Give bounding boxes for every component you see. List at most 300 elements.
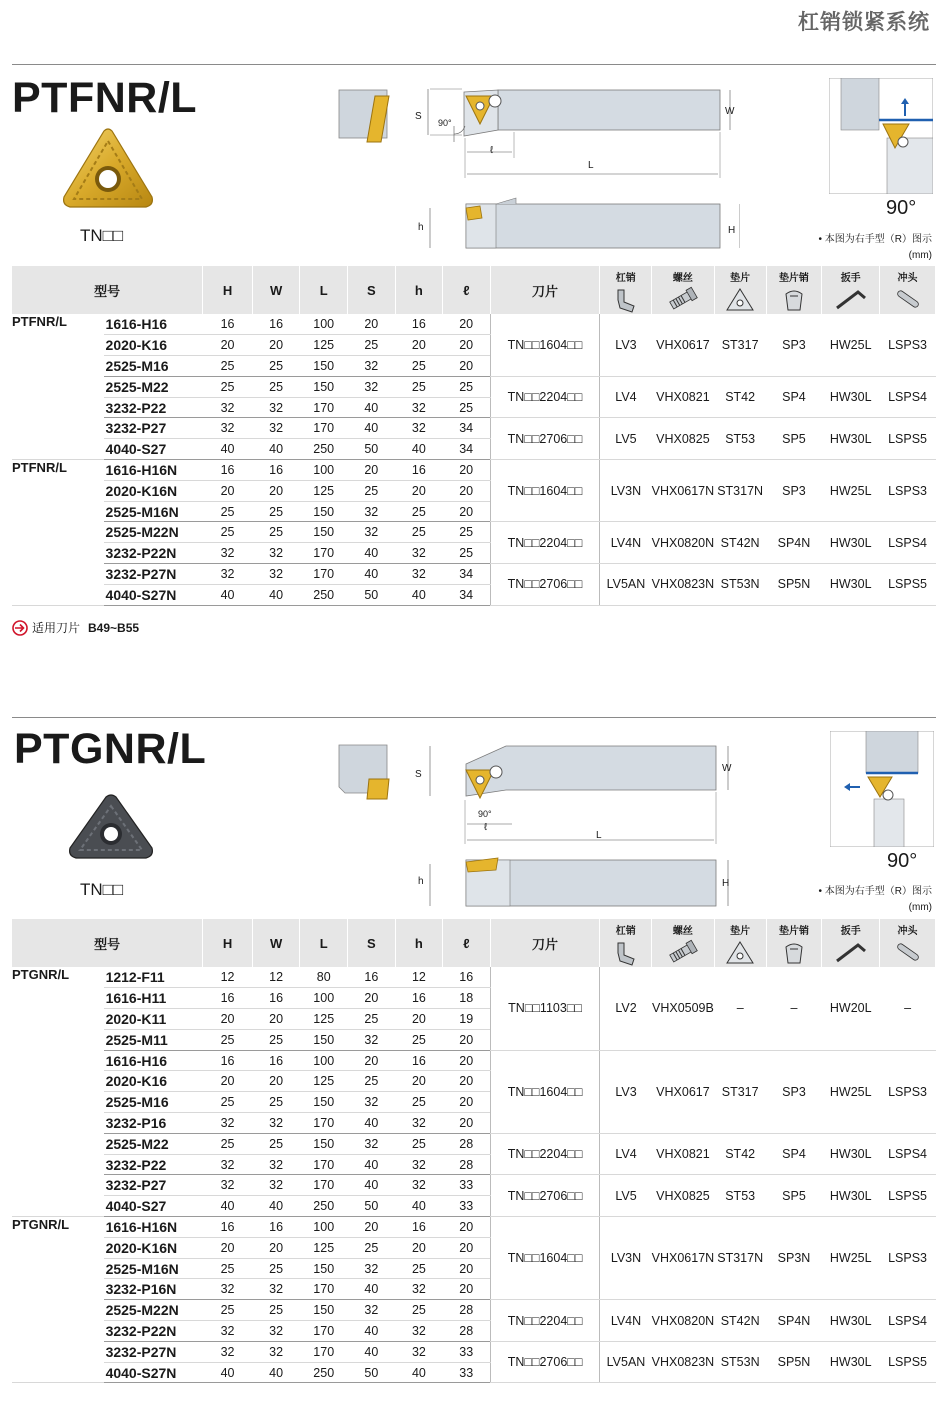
dimension-cell: 32 bbox=[203, 564, 253, 585]
machining-illustration bbox=[829, 78, 933, 194]
dimension-cell: 20 bbox=[443, 1029, 491, 1050]
dimension-cell: 28 bbox=[443, 1321, 491, 1342]
dimension-cell: 20 bbox=[443, 480, 491, 501]
dimension-cell: 250 bbox=[300, 1196, 348, 1217]
table-row bbox=[12, 1050, 936, 1071]
table-row bbox=[12, 967, 936, 988]
accessory-cell: HW30L bbox=[822, 1300, 880, 1342]
dimension-cell: 25 bbox=[203, 356, 253, 377]
spec-table-ptfnr bbox=[12, 266, 936, 606]
col-header-model: 型号 bbox=[12, 266, 203, 314]
dimension-cell: 20 bbox=[395, 1237, 443, 1258]
dimension-cell: 32 bbox=[252, 1113, 300, 1134]
dimension-cell: 150 bbox=[300, 1029, 348, 1050]
insert-cell: TN□□1604□□ bbox=[490, 1217, 600, 1300]
insert-cell: TN□□2706□□ bbox=[490, 1341, 600, 1383]
dimension-cell: 32 bbox=[203, 418, 253, 439]
col-label-screw: 螺丝 bbox=[672, 273, 693, 284]
dimension-cell: 32 bbox=[252, 1154, 300, 1175]
dimension-cell: 25 bbox=[395, 1133, 443, 1154]
accessory-cell: LSPS5 bbox=[880, 418, 936, 460]
dim-h-label: h bbox=[418, 222, 424, 233]
model-cell: 2525-M22N bbox=[104, 522, 203, 543]
model-cell: 2020-K16 bbox=[104, 335, 203, 356]
series-name: PTFNR/L bbox=[12, 460, 104, 606]
applicable-label: 适用刀片 bbox=[32, 621, 81, 635]
dim-H-label-2: H bbox=[722, 878, 730, 889]
dimension-cell: 50 bbox=[348, 439, 396, 460]
dimension-cell: 25 bbox=[395, 1258, 443, 1279]
dimension-cell: 16 bbox=[395, 1050, 443, 1071]
accessory-cell: VHX0821 bbox=[652, 1133, 715, 1175]
dimension-cell: 50 bbox=[348, 584, 396, 605]
dimension-cell: 25 bbox=[348, 1071, 396, 1092]
table-row bbox=[12, 418, 936, 439]
model-cell: 2020-K16N bbox=[104, 1237, 203, 1258]
shim-pin-icon bbox=[767, 939, 822, 967]
dimension-cell: 25 bbox=[203, 1300, 253, 1321]
dimension-cell: 32 bbox=[203, 1154, 253, 1175]
dimension-cell: 32 bbox=[395, 1341, 443, 1362]
dimension-cell: 20 bbox=[443, 1113, 491, 1134]
punch-icon bbox=[880, 286, 935, 312]
dim-H-label: H bbox=[728, 225, 736, 236]
dimension-cell: 25 bbox=[203, 1029, 253, 1050]
section2-divider bbox=[12, 717, 936, 718]
arrow-circle-icon bbox=[12, 620, 28, 636]
dimension-cell: 20 bbox=[203, 1009, 253, 1030]
insert-cell: TN□□2706□□ bbox=[490, 418, 600, 460]
dimension-cell: 32 bbox=[252, 1279, 300, 1300]
dimension-cell: 25 bbox=[348, 1237, 396, 1258]
note-unit-2: (mm) bbox=[908, 902, 932, 913]
model-cell: 3232-P27 bbox=[104, 418, 203, 439]
dimension-cell: 40 bbox=[348, 1175, 396, 1196]
dimension-cell: 40 bbox=[348, 1321, 396, 1342]
dimension-cell: 25 bbox=[203, 1133, 253, 1154]
note-right-hand-2: • 本图为右手型（R）图示 bbox=[818, 886, 932, 897]
dimension-cell: 40 bbox=[252, 1196, 300, 1217]
page-header-title: 杠销锁紧系统 bbox=[798, 11, 930, 34]
col-label-screw: 螺丝 bbox=[672, 926, 693, 937]
dimension-cell: 125 bbox=[300, 1071, 348, 1092]
dimension-cell: 16 bbox=[348, 967, 396, 988]
dimension-cell: 25 bbox=[252, 1092, 300, 1113]
dimension-cell: 40 bbox=[203, 439, 253, 460]
dimension-cell: 18 bbox=[443, 988, 491, 1009]
dimension-cell: 40 bbox=[203, 1362, 253, 1383]
screw-icon bbox=[652, 939, 714, 965]
model-cell: 3232-P16 bbox=[104, 1113, 203, 1134]
dimension-cell: 40 bbox=[395, 1362, 443, 1383]
dimension-cell: 170 bbox=[300, 543, 348, 564]
model-cell: 1616-H16 bbox=[104, 1050, 203, 1071]
col-header-shim-pin bbox=[766, 919, 822, 967]
accessory-cell: SP4 bbox=[766, 1133, 822, 1175]
dimension-cell: 40 bbox=[252, 1362, 300, 1383]
col-header-lever bbox=[600, 919, 652, 967]
accessory-cell: – bbox=[714, 967, 766, 1050]
model-cell: 2020-K11 bbox=[104, 1009, 203, 1030]
holder-top-view-diagram bbox=[410, 84, 740, 264]
model-cell: 4040-S27 bbox=[104, 439, 203, 460]
model-cell: 2525-M16 bbox=[104, 356, 203, 377]
dimension-cell: 32 bbox=[348, 356, 396, 377]
dimension-cell: 150 bbox=[300, 1258, 348, 1279]
dimension-cell: 125 bbox=[300, 335, 348, 356]
insert-cell: TN□□2706□□ bbox=[490, 564, 600, 606]
insert-cell: TN□□2204□□ bbox=[490, 376, 600, 418]
dimension-cell: 34 bbox=[443, 564, 491, 585]
col-label-shim: 垫片 bbox=[730, 273, 751, 284]
accessory-cell: SP3 bbox=[766, 314, 822, 376]
dimension-cell: 32 bbox=[252, 1175, 300, 1196]
dimension-cell: 12 bbox=[395, 967, 443, 988]
dimension-cell: 20 bbox=[203, 1071, 253, 1092]
dimension-cell: 20 bbox=[395, 1071, 443, 1092]
dimension-cell: 125 bbox=[300, 1009, 348, 1030]
accessory-cell: LV4 bbox=[600, 376, 652, 418]
accessory-cell: LV5 bbox=[600, 418, 652, 460]
table-row bbox=[12, 376, 936, 397]
dimension-cell: 28 bbox=[443, 1154, 491, 1175]
dimension-cell: 12 bbox=[252, 967, 300, 988]
dimension-cell: 25 bbox=[395, 1092, 443, 1113]
model-cell: 2525-M16 bbox=[104, 1092, 203, 1113]
dimension-cell: 40 bbox=[348, 418, 396, 439]
accessory-cell: LSPS3 bbox=[880, 460, 936, 522]
dimension-cell: 20 bbox=[348, 1217, 396, 1238]
accessory-cell: HW30L bbox=[822, 564, 880, 606]
accessory-cell: LSPS3 bbox=[880, 1217, 936, 1300]
dimension-cell: 50 bbox=[348, 1362, 396, 1383]
dim-S-label: S bbox=[415, 111, 422, 122]
dimension-cell: 25 bbox=[252, 356, 300, 377]
model-cell: 2525-M22N bbox=[104, 1300, 203, 1321]
dimension-cell: 150 bbox=[300, 376, 348, 397]
dimension-cell: 20 bbox=[252, 1071, 300, 1092]
dimension-cell: 25 bbox=[252, 1133, 300, 1154]
accessory-cell: LSPS4 bbox=[880, 522, 936, 564]
accessory-cell: – bbox=[880, 967, 936, 1050]
accessory-cell: HW30L bbox=[822, 1175, 880, 1217]
dimension-cell: 16 bbox=[252, 1050, 300, 1071]
model-cell: 3232-P27N bbox=[104, 564, 203, 585]
accessory-cell: VHX0617 bbox=[652, 1050, 715, 1133]
col-header-W: W bbox=[252, 266, 300, 314]
dimension-cell: 150 bbox=[300, 356, 348, 377]
dimension-cell: 20 bbox=[443, 1279, 491, 1300]
accessory-cell: VHX0617N bbox=[652, 460, 715, 522]
col-header-W: W bbox=[252, 919, 300, 967]
dim-S-label-2: S bbox=[415, 769, 422, 780]
dimension-cell: 20 bbox=[252, 1237, 300, 1258]
insert-cell: TN□□2204□□ bbox=[490, 522, 600, 564]
dimension-cell: 40 bbox=[348, 1113, 396, 1134]
dimension-cell: 170 bbox=[300, 1175, 348, 1196]
insert-cell: TN□□1604□□ bbox=[490, 460, 600, 522]
dimension-cell: 20 bbox=[252, 1009, 300, 1030]
dimension-cell: 32 bbox=[203, 1113, 253, 1134]
dimension-cell: 170 bbox=[300, 1113, 348, 1134]
insert-cell: TN□□2706□□ bbox=[490, 1175, 600, 1217]
dimension-cell: 40 bbox=[348, 1279, 396, 1300]
dimension-cell: 20 bbox=[443, 1050, 491, 1071]
dimension-cell: 32 bbox=[252, 1321, 300, 1342]
dimension-cell: 32 bbox=[395, 418, 443, 439]
dimension-cell: 32 bbox=[348, 522, 396, 543]
holder-end-view-diagram bbox=[337, 88, 397, 144]
dimension-cell: 100 bbox=[300, 460, 348, 481]
dimension-cell: 25 bbox=[203, 1258, 253, 1279]
dimension-cell: 32 bbox=[348, 1029, 396, 1050]
accessory-cell: ST42 bbox=[714, 1133, 766, 1175]
dimension-cell: 32 bbox=[252, 397, 300, 418]
accessory-cell: LV4 bbox=[600, 1133, 652, 1175]
col-header-punch bbox=[880, 919, 936, 967]
dimension-cell: 25 bbox=[443, 543, 491, 564]
dimension-cell: 20 bbox=[203, 1237, 253, 1258]
accessory-cell: ST42N bbox=[714, 522, 766, 564]
applicable-pages: B49~B55 bbox=[88, 620, 140, 635]
dimension-cell: 170 bbox=[300, 1321, 348, 1342]
dimension-cell: 40 bbox=[348, 397, 396, 418]
accessory-cell: VHX0825 bbox=[652, 418, 715, 460]
dimension-cell: 25 bbox=[252, 522, 300, 543]
accessory-cell: HW25L bbox=[822, 1217, 880, 1300]
section2-title: PTGNR/L bbox=[14, 725, 207, 773]
model-cell: 2525-M16N bbox=[104, 1258, 203, 1279]
model-cell: 4040-S27N bbox=[104, 584, 203, 605]
dim-L-label: L bbox=[588, 160, 594, 171]
accessory-cell: LV3N bbox=[600, 460, 652, 522]
section1-insert-label: TN□□ bbox=[80, 226, 124, 245]
dimension-cell: 16 bbox=[395, 460, 443, 481]
table-row bbox=[12, 1217, 936, 1238]
accessory-cell: LV2 bbox=[600, 967, 652, 1050]
col-label-wrench: 扳手 bbox=[840, 926, 861, 937]
lever-icon bbox=[600, 939, 651, 967]
accessory-cell: VHX0821 bbox=[652, 376, 715, 418]
dimension-cell: 25 bbox=[443, 376, 491, 397]
accessory-cell: ST53 bbox=[714, 418, 766, 460]
accessory-cell: ST53N bbox=[714, 564, 766, 606]
header-divider bbox=[12, 64, 936, 65]
insert-cell: TN□□2204□□ bbox=[490, 1133, 600, 1175]
dimension-cell: 20 bbox=[348, 988, 396, 1009]
accessory-cell: LV4N bbox=[600, 522, 652, 564]
wrench-icon bbox=[822, 286, 879, 312]
dimension-cell: 28 bbox=[443, 1133, 491, 1154]
black-insert-icon bbox=[66, 794, 156, 860]
model-cell: 3232-P27 bbox=[104, 1175, 203, 1196]
dimension-cell: 16 bbox=[252, 460, 300, 481]
model-cell: 3232-P22N bbox=[104, 1321, 203, 1342]
section2-angle: 90° bbox=[887, 850, 918, 872]
col-header-L: L bbox=[300, 919, 348, 967]
dimension-cell: 33 bbox=[443, 1175, 491, 1196]
section2-note bbox=[818, 884, 932, 916]
col-header-model: 型号 bbox=[12, 919, 203, 967]
punch-icon bbox=[880, 939, 935, 965]
model-cell: 2020-K16N bbox=[104, 480, 203, 501]
dimension-cell: 25 bbox=[203, 522, 253, 543]
lever-icon bbox=[600, 286, 651, 314]
insert-cell: TN□□1604□□ bbox=[490, 1050, 600, 1133]
dimension-cell: 150 bbox=[300, 1133, 348, 1154]
table-row bbox=[12, 314, 936, 335]
section1-title: PTFNR/L bbox=[12, 74, 198, 122]
col-header-lever bbox=[600, 266, 652, 314]
dimension-cell: 125 bbox=[300, 480, 348, 501]
dimension-cell: 32 bbox=[395, 1113, 443, 1134]
dimension-cell: 25 bbox=[252, 1029, 300, 1050]
dimension-cell: 32 bbox=[252, 1341, 300, 1362]
dimension-cell: 34 bbox=[443, 439, 491, 460]
model-cell: 1616-H11 bbox=[104, 988, 203, 1009]
table-row bbox=[12, 564, 936, 585]
dimension-cell: 20 bbox=[395, 480, 443, 501]
machining-illustration-2 bbox=[830, 731, 934, 847]
accessory-cell: HW30L bbox=[822, 1341, 880, 1383]
dimension-cell: 16 bbox=[203, 314, 253, 335]
dimension-cell: 170 bbox=[300, 564, 348, 585]
dimension-cell: 40 bbox=[395, 1196, 443, 1217]
dimension-cell: 25 bbox=[252, 1300, 300, 1321]
dim-angle-label: 90° bbox=[438, 118, 452, 128]
dimension-cell: 20 bbox=[443, 1258, 491, 1279]
dimension-cell: 16 bbox=[395, 988, 443, 1009]
holder-end-view-diagram-2 bbox=[337, 743, 397, 801]
col-header-H: H bbox=[203, 266, 253, 314]
accessory-cell: VHX0825 bbox=[652, 1175, 715, 1217]
dimension-cell: 250 bbox=[300, 439, 348, 460]
table-row bbox=[12, 1133, 936, 1154]
dimension-cell: 100 bbox=[300, 314, 348, 335]
accessory-cell: HW25L bbox=[822, 1050, 880, 1133]
dimension-cell: 50 bbox=[348, 1196, 396, 1217]
col-label-punch: 冲头 bbox=[897, 926, 918, 937]
col-header-l: ℓ bbox=[443, 266, 491, 314]
dimension-cell: 16 bbox=[395, 1217, 443, 1238]
dimension-cell: 32 bbox=[348, 1092, 396, 1113]
col-label-lever: 杠销 bbox=[615, 273, 636, 284]
dimension-cell: 25 bbox=[443, 397, 491, 418]
section2-insert-label: TN□□ bbox=[80, 880, 124, 899]
dimension-cell: 25 bbox=[252, 1258, 300, 1279]
accessory-cell: VHX0617 bbox=[652, 314, 715, 376]
accessory-cell: VHX0823N bbox=[652, 564, 715, 606]
dimension-cell: 20 bbox=[443, 1092, 491, 1113]
dimension-cell: 34 bbox=[443, 418, 491, 439]
accessory-cell: VHX0617N bbox=[652, 1217, 715, 1300]
accessory-cell: VHX0509B bbox=[652, 967, 715, 1050]
dim-l-label-2: ℓ bbox=[484, 822, 488, 833]
dimension-cell: 32 bbox=[348, 1300, 396, 1321]
dimension-cell: 20 bbox=[443, 314, 491, 335]
accessory-cell: LSPS3 bbox=[880, 1050, 936, 1133]
accessory-cell: HW25L bbox=[822, 314, 880, 376]
dimension-cell: 40 bbox=[203, 1196, 253, 1217]
col-header-shim bbox=[714, 919, 766, 967]
col-label-shim: 垫片 bbox=[730, 926, 751, 937]
accessory-cell: SP4 bbox=[766, 376, 822, 418]
model-cell: 3232-P22N bbox=[104, 543, 203, 564]
accessory-cell: LSPS5 bbox=[880, 1175, 936, 1217]
col-header-h: h bbox=[395, 919, 443, 967]
dim-h-label-2: h bbox=[418, 876, 424, 887]
insert-cell: TN□□1103□□ bbox=[490, 967, 600, 1050]
dimension-cell: 32 bbox=[203, 1175, 253, 1196]
dimension-cell: 25 bbox=[348, 335, 396, 356]
dimension-cell: 150 bbox=[300, 1092, 348, 1113]
model-cell: 3232-P22 bbox=[104, 397, 203, 418]
accessory-cell: HW30L bbox=[822, 418, 880, 460]
model-cell: 1212-F11 bbox=[104, 967, 203, 988]
col-header-wrench bbox=[822, 266, 880, 314]
gold-insert-icon bbox=[60, 127, 156, 211]
col-label-punch: 冲头 bbox=[897, 273, 918, 284]
dimension-cell: 33 bbox=[443, 1196, 491, 1217]
dimension-cell: 20 bbox=[348, 314, 396, 335]
dimension-cell: 33 bbox=[443, 1362, 491, 1383]
accessory-cell: LSPS4 bbox=[880, 1133, 936, 1175]
accessory-cell: SP4N bbox=[766, 522, 822, 564]
dimension-cell: 25 bbox=[443, 522, 491, 543]
dimension-cell: 32 bbox=[348, 1133, 396, 1154]
dim-L-label-2: L bbox=[596, 830, 602, 841]
accessory-cell: LV3N bbox=[600, 1217, 652, 1300]
model-cell: 2525-M11 bbox=[104, 1029, 203, 1050]
model-cell: 1616-H16N bbox=[104, 1217, 203, 1238]
dimension-cell: 20 bbox=[443, 460, 491, 481]
dimension-cell: 16 bbox=[395, 314, 443, 335]
model-cell: 3232-P22 bbox=[104, 1154, 203, 1175]
dimension-cell: 25 bbox=[348, 1009, 396, 1030]
col-header-insert: 刀片 bbox=[490, 266, 600, 314]
dimension-cell: 16 bbox=[252, 988, 300, 1009]
dimension-cell: 16 bbox=[252, 1217, 300, 1238]
dimension-cell: 32 bbox=[203, 1341, 253, 1362]
dimension-cell: 32 bbox=[395, 1175, 443, 1196]
series-name: PTFNR/L bbox=[12, 314, 104, 460]
dimension-cell: 16 bbox=[252, 314, 300, 335]
model-cell: 1616-H16N bbox=[104, 460, 203, 481]
dimension-cell: 25 bbox=[395, 501, 443, 522]
col-header-shim-pin bbox=[766, 266, 822, 314]
shim-icon bbox=[715, 286, 766, 312]
table-row bbox=[12, 1341, 936, 1362]
accessory-cell: ST317N bbox=[714, 1217, 766, 1300]
dimension-cell: 40 bbox=[203, 584, 253, 605]
dimension-cell: 32 bbox=[395, 397, 443, 418]
dimension-cell: 32 bbox=[395, 1279, 443, 1300]
dimension-cell: 20 bbox=[252, 335, 300, 356]
section1-note bbox=[818, 232, 932, 264]
accessory-cell: LV3 bbox=[600, 314, 652, 376]
note-unit: (mm) bbox=[908, 250, 932, 261]
dimension-cell: 25 bbox=[252, 376, 300, 397]
dimension-cell: 170 bbox=[300, 418, 348, 439]
dimension-cell: 32 bbox=[395, 564, 443, 585]
accessory-cell: – bbox=[766, 967, 822, 1050]
dimension-cell: 16 bbox=[443, 967, 491, 988]
model-cell: 3232-P27N bbox=[104, 1341, 203, 1362]
accessory-cell: SP3 bbox=[766, 460, 822, 522]
accessory-cell: LSPS4 bbox=[880, 1300, 936, 1342]
accessory-cell: HW30L bbox=[822, 376, 880, 418]
accessory-cell: HW30L bbox=[822, 1133, 880, 1175]
